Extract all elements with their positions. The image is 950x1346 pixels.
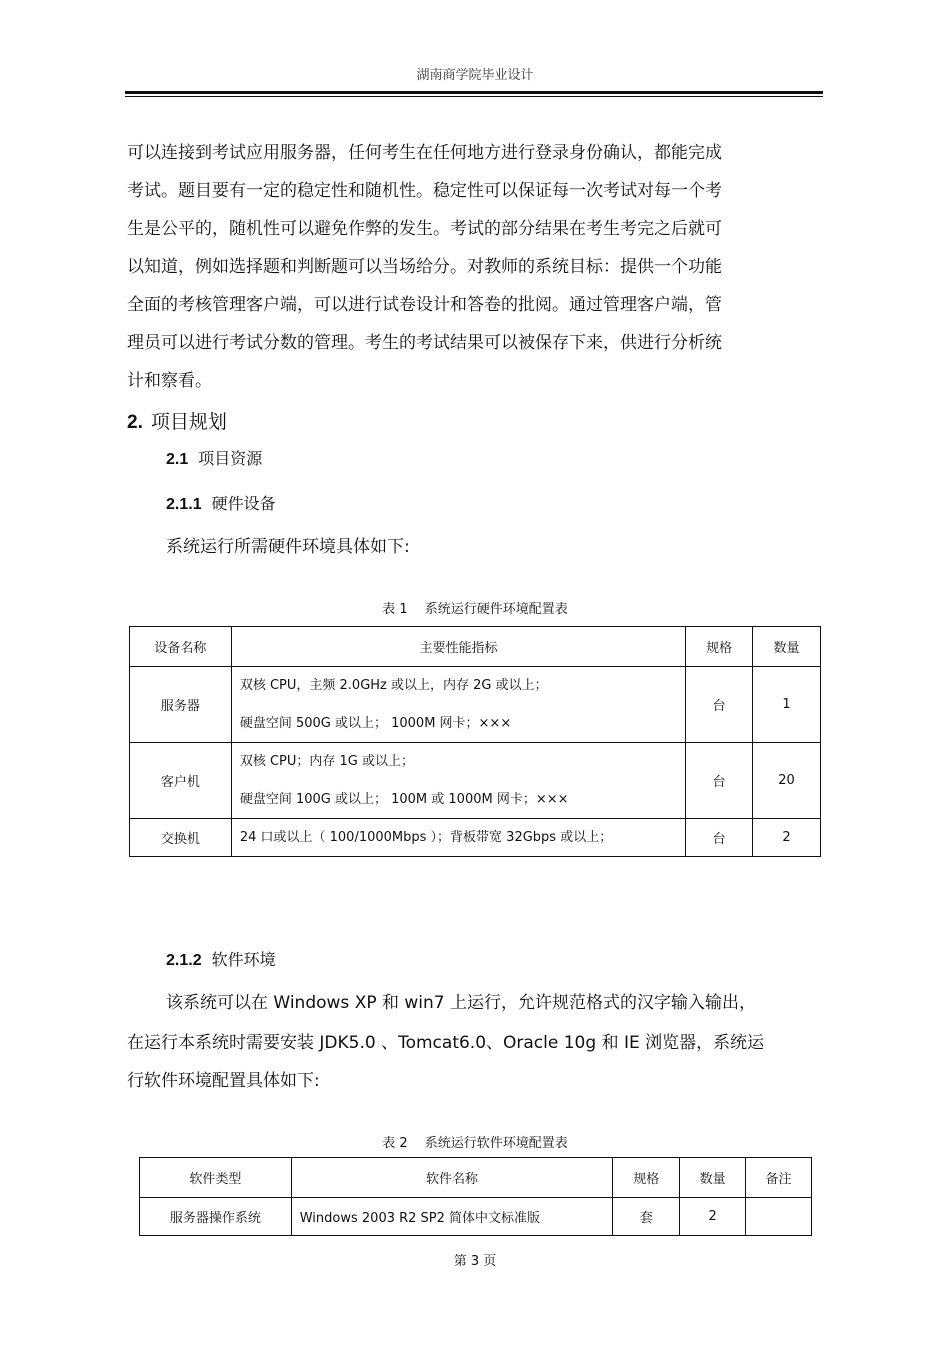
- table-row: [130, 819, 821, 857]
- table-row: [130, 667, 821, 743]
- heading-section-2-1-2: [166, 947, 276, 970]
- table-row: [140, 1198, 812, 1236]
- qty-cell: 1: [753, 667, 821, 743]
- software-name-cell: Windows 2003 R2 SP2 简体中文标准版: [291, 1198, 613, 1236]
- spec-cell: [231, 743, 685, 819]
- heading-number: 2.1.2: [166, 952, 202, 969]
- heading-number: 2.: [127, 412, 143, 433]
- qty-cell: 2: [680, 1198, 746, 1236]
- heading-section-2-1-1: [166, 491, 276, 514]
- spec-line: 硬盘空间 500G 或以上； 1000M 网卡；×××: [239, 716, 512, 731]
- table-header-cell: 规格: [686, 627, 753, 667]
- spec-line: 双核 CPU，主频 2.0GHz 或以上，内存 2G 或以上；: [239, 678, 548, 693]
- heading-text: 软件环境: [211, 950, 276, 969]
- hardware-intro: 系统运行所需硬件环境具体如下:: [166, 537, 410, 557]
- table-header-cell: 软件类型: [140, 1158, 292, 1198]
- table-header-cell: 备注: [746, 1158, 812, 1198]
- heading-section-2: [127, 407, 227, 434]
- intro-line: 全面的考核管理客户端，可以进行试卷设计和答卷的批阅。通过管理客户端，管: [127, 295, 722, 315]
- qty-cell: 2: [753, 819, 821, 857]
- intro-line: 可以连接到考试应用服务器，任何考生在任何地方进行登录身份确认，都能完成: [127, 143, 722, 163]
- software-line: 该系统可以在 Windows XP 和 win7 上运行，允许规范格式的汉字输入输出，: [166, 993, 757, 1013]
- unit-cell: 套: [613, 1198, 680, 1236]
- table-header-cell: 规格: [613, 1158, 680, 1198]
- table-header-cell: 软件名称: [291, 1158, 613, 1198]
- spec-line: 24 口或以上（ 100/1000Mbps ）；背板带宽 32Gbps 或以上；: [239, 830, 613, 845]
- hardware-table: [129, 626, 821, 857]
- heading-section-2-1: [166, 446, 262, 469]
- software-line: 行软件环境配置具体如下:: [127, 1071, 320, 1091]
- software-type-cell: 服务器操作系统: [140, 1198, 292, 1236]
- device-name-cell: 客户机: [130, 743, 232, 819]
- page-number: 第 3 页: [453, 1254, 497, 1269]
- heading-number: 2.1.1: [166, 496, 202, 513]
- qty-cell: 20: [753, 743, 821, 819]
- unit-cell: 台: [686, 819, 753, 857]
- intro-line: 生是公平的，随机性可以避免作弊的发生。考试的部分结果在考生考完之后就可: [127, 219, 722, 239]
- spec-cell: [231, 667, 685, 743]
- unit-cell: 台: [686, 743, 753, 819]
- heading-text: 项目规划: [150, 411, 227, 433]
- software-table: [139, 1157, 812, 1236]
- heading-text: 硬件设备: [211, 494, 276, 513]
- spec-cell: [231, 819, 685, 857]
- heading-number: 2.1: [166, 451, 189, 468]
- unit-cell: 台: [686, 667, 753, 743]
- note-cell: [746, 1198, 812, 1236]
- table2-caption: 表 2 系统运行软件环境配置表: [382, 1136, 568, 1151]
- table-header-cell: 主要性能指标: [231, 627, 685, 667]
- table-header-row: [140, 1158, 812, 1198]
- page-header-title: 湖南商学院毕业设计: [416, 68, 534, 83]
- spec-line: 双核 CPU；内存 1G 或以上；: [239, 754, 415, 769]
- table-header-cell: 数量: [680, 1158, 746, 1198]
- device-name-cell: 服务器: [130, 667, 232, 743]
- intro-line: 计和察看。: [127, 371, 212, 391]
- table1-caption: 表 1 系统运行硬件环境配置表: [382, 602, 568, 617]
- intro-line: 以知道，例如选择题和判断题可以当场给分。对教师的系统目标：提供一个功能: [127, 257, 722, 277]
- spec-line: 硬盘空间 100G 或以上； 100M 或 1000M 网卡；×××: [239, 792, 569, 807]
- device-name-cell: 交换机: [130, 819, 232, 857]
- table-header-cell: 设备名称: [130, 627, 232, 667]
- table-row: [130, 743, 821, 819]
- table-header-cell: 数量: [753, 627, 821, 667]
- software-line: 在运行本系统时需要安装 JDK5.0 、Tomcat6.0、Oracle 10g 和 IE 浏览器，系统运: [127, 1033, 765, 1053]
- heading-text: 项目资源: [198, 449, 263, 468]
- header-rule-thick: [125, 91, 823, 94]
- header-rule-thin: [125, 96, 823, 97]
- table-header-row: [130, 627, 821, 667]
- intro-line: 考试。题目要有一定的稳定性和随机性。稳定性可以保证每一次考试对每一个考: [127, 181, 722, 201]
- intro-line: 理员可以进行考试分数的管理。考生的考试结果可以被保存下来，供进行分析统: [127, 333, 722, 353]
